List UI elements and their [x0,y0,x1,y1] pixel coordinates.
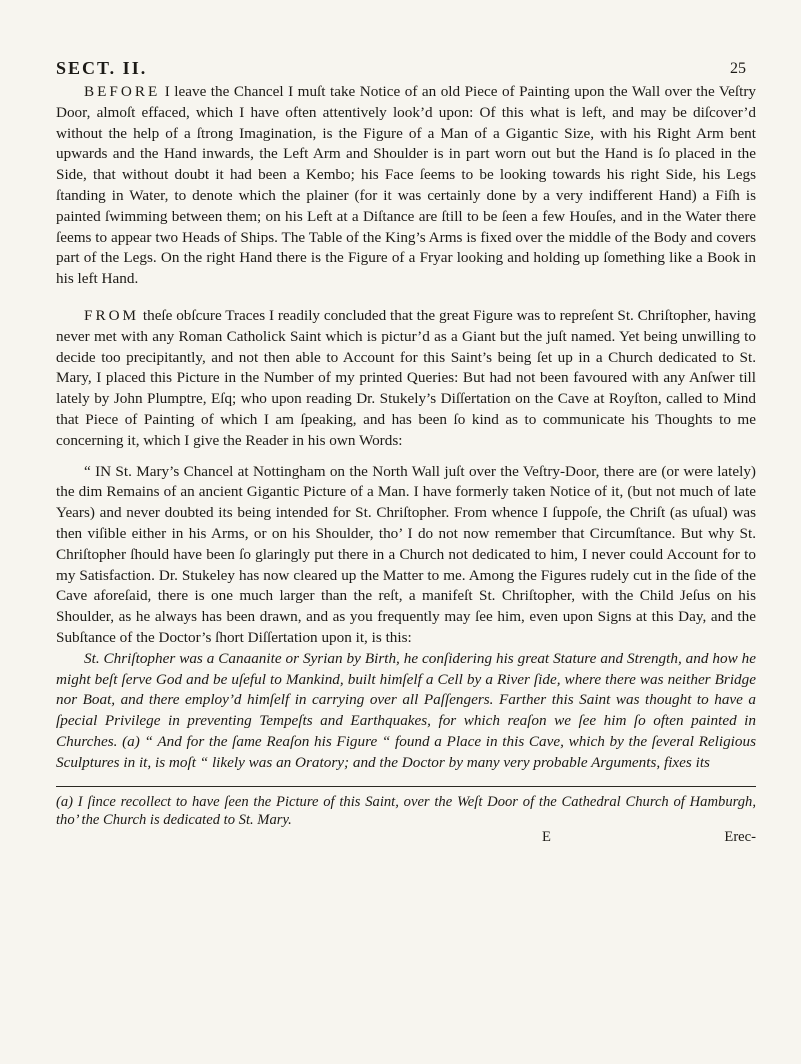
page-footer [56,829,756,849]
paragraph-2 [56,306,756,452]
quote-italic-text: St. Chriſtopher was a Canaanite or Syrian by Birth, he conſidering his great Stature and Strength, and how he might beſt ſerve God and be uſeful to Mankind, built himſelf a Cell by a River ſide, where there was neither Bridge nor Boat, and there employ’d himſelf in carrying over all Paſſengers. Farther this Saint was thought to have a ſpecial Privilege in preventing Tempeſts and Earthquakes, for which reaſon we ſee him ſo often painted in Churches. (a) “ And for the ſame Reaſon his Figure “ found a Place in this Cave, which by the ſeveral Religious Sculptures in it, is moſt “ likely was an Oratory; and the Doctor by many very probable Arguments, fixes its [56,649,756,771]
page-number: 25 [730,60,746,77]
paragraph-2-lead: FROM [84,306,140,324]
quote-text: “ IN St. Mary’s Chancel at Nottingham on the North Wall juſt over the Veſtry-Door, there are (or were lately) the dim Remains of an ancient Gigantic Picture of a Man. I have formerly taken Notice of it, (but not much of late Years) and never doubted its being intended for St. Chriſtopher. From whence I ſuppoſe, the Chriſt (as uſual) was then viſible either in his Arms, or on his Shoulder, tho’ I do not now remember that Circumſtance. But why St. Chriſtopher ſhould have been ſo glaringly put there in a Church not dedicated to him, I never could Account for to my Satisfaction. Dr. Stukeley has now cleared up the Matter to me. Among the Figures rudely cut in the ſide of the Cave aforeſaid, there is one much larger than the reſt, a manifeſt St. Chriſtopher, with the Child Jeſus on his Shoulder, as he always has been drawn, and as you frequently may ſee him, even upon Signs at this Day, and the Subſtance of the Doctor’s ſhort Diſſertation upon it, is this: [56,462,756,646]
catchword: Erec- [724,828,756,845]
paragraph-1 [56,82,756,290]
quoted-letter [56,462,756,774]
page-header [56,58,756,82]
page-body [56,82,756,849]
footnote: (a) I ſince recollect to have ſeen the Picture of this Saint, over the Weſt Door of the Cathedral Church of Hamburgh, tho’ the Church is dedicated to St. Mary. [56,793,756,828]
paragraph-1-text: I leave the Chancel I muſt take Notice of an old Piece of Painting upon the Wall over the Veſtry Door, almoſt effaced, which I have often attentively look’d upon: Of this what is left, and may be diſcover’d without the help of a ſtrong Imagination, is the Figure of a Man of a Gigantic Size, with his Right Arm bent upwards and the Hand inwards, the Left Arm and Shoulder is in part worn out but the Hand is ſo placed in the Side, that without doubt it had been a Kembo; his Face ſeems to be looking towards his right Side, his Legs ſtanding in Water, to denote which the plainer (for it was certainly done by a very indifferent Hand) a Fiſh is painted ſwimming between them; on his Left at a Diſtance are ſtill to be ſeen a few Houſes, and in the Water there ſeems to appear two Heads of Ships. The Table of the King’s Arms is fixed over the middle of the Body and covers part of the Legs. On the right Hand there is the Figure of a Fryar looking and holding up ſomething like a Book in his left Hand. [56,83,757,288]
signature-mark: E [542,828,551,845]
paragraph-1-lead: BEFORE [84,83,161,100]
footnote-rule [56,786,756,787]
paragraph-2-text: theſe obſcure Traces I readily concluded that the great Figure was to repreſent St. Chriſtopher, having never met with any Roman Catholick Saint which is pictur’d as a Giant but the juſt named. Yet being unwilling to decide too precipitantly, and not then able to Account for this Saint’s being ſet up in a Church dedicated to St. Mary, I placed this Picture in the Number of my printed Queries: But had not been favoured with any Anſwer till lately by John Plumptre, Eſq; who upon reading Dr. Stukely’s Diſſertation on the Cave at Royſton, called to Mind that Piece of Painting of which I am ſpeaking, and has been ſo kind as to communicate his Thoughts to me concerning it, which I give the Reader in his own Words: [56,306,757,449]
running-head: SECT. II. [56,58,148,78]
